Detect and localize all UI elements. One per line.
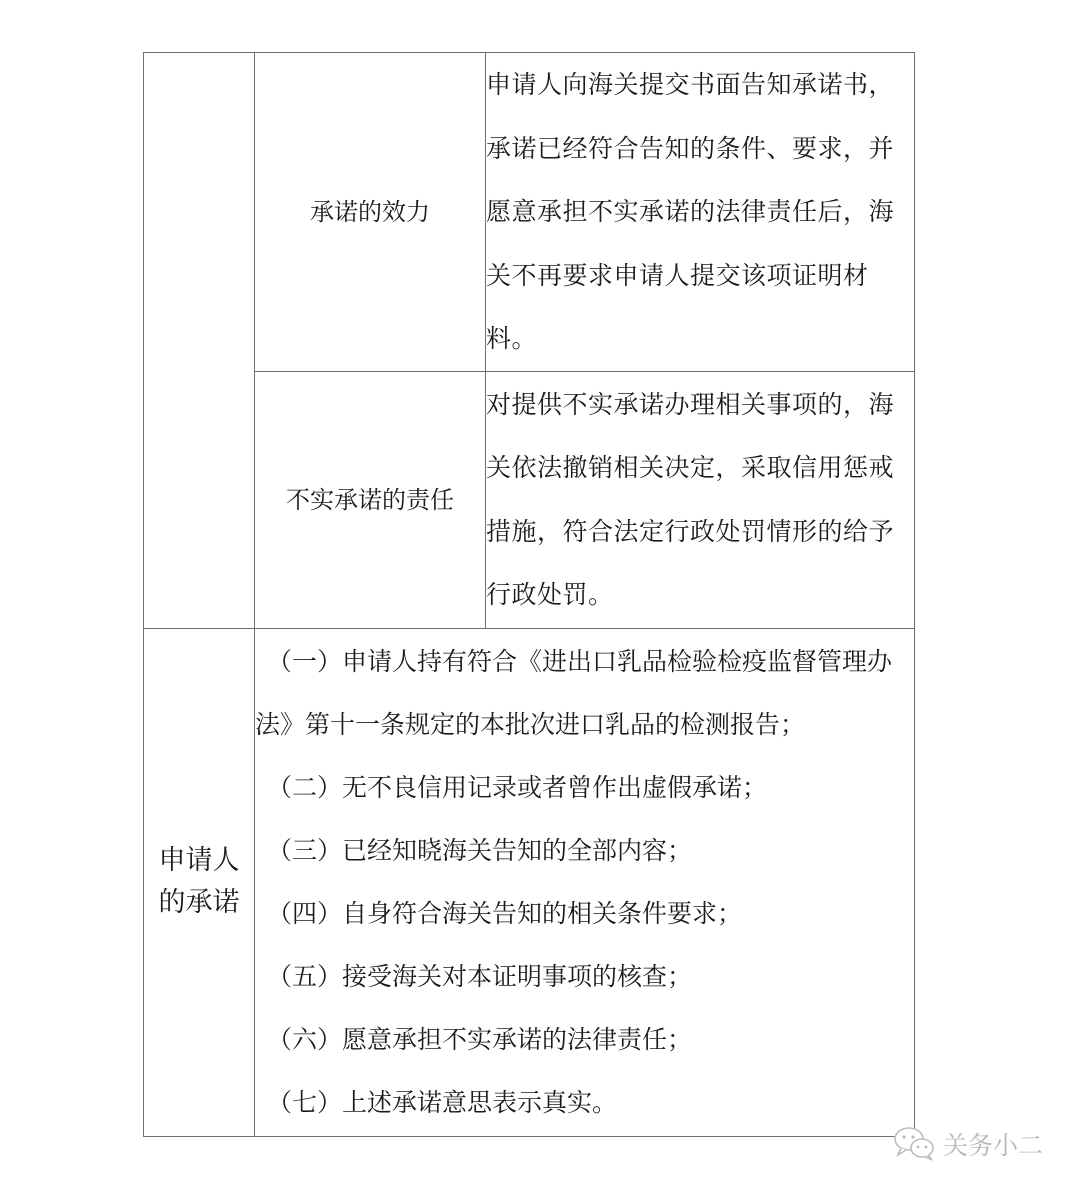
label-effect: 承诺的效力	[255, 53, 486, 372]
table-row-liability	[144, 371, 915, 628]
list-item: （二）无不良信用记录或者曾作出虚假承诺；	[267, 773, 768, 802]
label-liability: 不实承诺的责任	[255, 371, 486, 628]
wechat-icon	[893, 1126, 937, 1162]
text-line: 料。	[486, 324, 538, 353]
list-item: （四）自身符合海关告知的相关条件要求；	[267, 899, 743, 928]
list-item: （一）申请人持有符合《进出口乳品检验检疫监督管理办	[267, 647, 893, 676]
list-item-continuation: 法》第十一条规定的本批次进口乳品的检测报告；	[255, 710, 806, 739]
list-item: （六）愿意承担不实承诺的法律责任；	[267, 1025, 693, 1054]
list-item: （七）上述承诺意思表示真实。	[267, 1088, 618, 1117]
label-line: 申请人	[158, 845, 240, 876]
text-line: 对提供不实承诺办理相关事项的，海	[486, 389, 895, 419]
text-line: 承诺已经符合告知的条件、要求，并	[486, 133, 895, 163]
list-item: （五）接受海关对本证明事项的核查；	[267, 962, 693, 991]
label-line: 的承诺	[158, 887, 240, 918]
commitment-list	[255, 628, 915, 1136]
content-effect	[486, 53, 915, 372]
text-line: 关不再要求申请人提交该项证明材	[486, 260, 869, 290]
text-line: 申请人向海关提交书面告知承诺书，	[486, 70, 895, 99]
commitment-table	[143, 52, 915, 1137]
content-liability	[486, 371, 915, 628]
label-commitment	[144, 628, 255, 1136]
empty-category-cell	[144, 53, 255, 629]
table-row-commitment	[144, 628, 915, 1136]
watermark	[893, 1126, 1043, 1162]
table-row-effect	[144, 53, 915, 372]
list-item: （三）已经知晓海关告知的全部内容；	[267, 836, 693, 865]
text-line: 措施，符合法定行政处罚情形的给予	[486, 516, 895, 546]
text-line: 行政处罚。	[486, 580, 614, 609]
text-line: 愿意承担不实承诺的法律责任后，海	[486, 197, 895, 226]
watermark-text: 关务小二	[943, 1131, 1044, 1160]
text-line: 关依法撤销相关决定，采取信用惩戒	[486, 453, 895, 482]
